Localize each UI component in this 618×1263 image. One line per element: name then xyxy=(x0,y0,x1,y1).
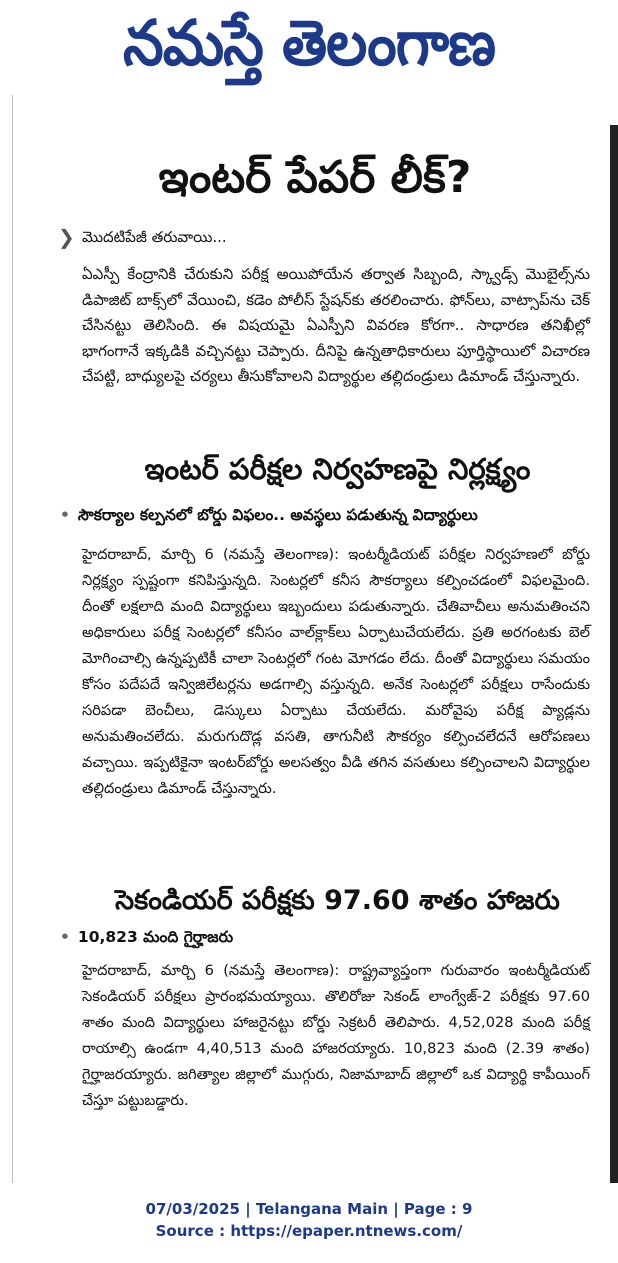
masthead xyxy=(0,0,618,95)
subhead-board-failure xyxy=(60,506,610,528)
headline-attendance: సెకండియర్ పరీక్షకు 97.60 శాతం హాజరు xyxy=(115,885,560,916)
chevron-right-icon: ❯ xyxy=(58,225,75,249)
source-footer xyxy=(0,1198,618,1242)
footer-date-line: 07/03/2025 | Telangana Main | Page : 9 xyxy=(145,1200,473,1218)
kicker-text: మొదటిపేజీ తరువాయి... xyxy=(82,228,227,246)
article1-body: ఏఎస్పీ కేంద్రానికి చేరుకుని పరీక్ష అయిపోయేన తర్వాత సిబ్బంది, స్క్వాడ్స్ మొబైల్స్‌ను డిపాజిట్ బాక్స్‌లో వేయించి, కడెం పోలీస్ స్టేషన్‌కు తరలించారు. ఫోన్‌లు, వాట్సాప్‌ను చెక్ చేసినట్టు తెలిసింది. ఈ విషయమై ఏఎస్పీని వివరణ కోరగా.. సాధారణ తనిఖీల్లో భాగంగానే ఇక్కడికి వచ్చినట్టు చెప్పారు. దీనిపై ఉన్నతాధికారులు పూర్తిస్థాయిలో విచారణ చేపట్టి, బాధ్యులపై చర్యలు తీసుకోవాలని విద్యార్థుల తల్లిదండ్రులు డిమాండ్ చేస్తున్నారు. xyxy=(82,265,590,385)
headline-inter-negligence: ఇంటర్ పరీక్షల నిర్వహణపై నిర్లక్ష్యం xyxy=(144,452,531,486)
footer-source-line: Source : https://epaper.ntnews.com/ xyxy=(155,1222,463,1240)
newspaper-logo: నమస్తే తెలంగాణ xyxy=(123,6,495,80)
subhead-text: సౌకర్యాల కల్పనలో బోర్డు విఫలం.. అవస్థలు పడుతున్న విద్యార్థులు xyxy=(77,506,478,524)
page-edge-strip xyxy=(610,125,618,1183)
subhead-absentees xyxy=(60,928,610,950)
bullet-icon: • xyxy=(60,506,70,524)
continued-kicker xyxy=(58,225,227,250)
bullet-icon: • xyxy=(60,928,70,946)
article3-body: హైదరాబాద్, మార్చి 6 (నమస్తే తెలంగాణ): రాష్ట్రవ్యాప్తంగా గురువారం ఇంటర్మీడియట్ సెకండియర్ పరీక్షలు ప్రారంభమయ్యాయి. తొలిరోజు సెకండ్ లాంగ్వేజ్-2 పరీక్షకు 97.60 శాతం మంది విద్యార్థులు హాజరైనట్టు బోర్డు సెక్రటరీ తెలిపారు. 4,52,028 మంది పరీక్ష రాయాల్సి ఉండగా 4,40,513 మంది హాజరయ్యారు. 10,823 మంది (2.39 శాతం) గైర్హాజరయ్యారు. జగిత్యాల జిల్లాలో ముగ్గురు, నిజామాబాద్ జిల్లాలో ఒక విద్యార్థి కాపీయింగ్ చేస్తూ పట్టుబడ్డారు. xyxy=(82,962,590,1109)
headline-paper-leak: ఇంటర్ పేపర్ లీక్? xyxy=(158,152,472,203)
article2-body: హైదరాబాద్, మార్చి 6 (నమస్తే తెలంగాణ): ఇంటర్మీడియట్ పరీక్షల నిర్వహణలో బోర్డు నిర్లక్ష్యం స్పష్టంగా కనిపిస్తున్నది. సెంటర్లలో కనీస సౌకర్యాలు కల్పించడంలో విఫలమైంది. దీంతో లక్షలాది మంది విద్యార్థులు ఇబ్బందులు పడుతున్నారు. చేతివాచీలు అనుమతించని అధికారులు పరీక్ష సెంటర్లలో కనీసం వాల్‌క్లాక్‌లు ఏర్పాటుచేయలేదు. ప్రతి అరగంటకు బెల్ మోగించాల్సి ఉన్నప్పటికీ చాలా సెంటర్లలో గంట మోగడం లేదు. దీంతో విద్యార్థులు సమయం కోసం పదేపదే ఇన్విజిలేటర్లను అడగాల్సి వస్తున్నది. అనేక సెంటర్లలో పరీక్షలు రాసేందుకు సరిపడా బెంచీలు, డెస్కులు ఏర్పాటు చేయలేదు. మరోవైపు పరీక్ష ప్యాడ్లను అనుమతించలేదు. మరుగుదొడ్ల వసతి, తాగునీటి సౌకర్యం కల్పించలేదనే ఆరోపణలు వచ్చాయి. ఇప్పటికైనా ఇంటర్‌బోర్డు అలసత్వం వీడి తగిన వసతులు కల్పించాలని విద్యార్థుల తల్లిదండ్రులు డిమాండ్ చేస్తున్నారు. xyxy=(82,546,590,797)
adjacent-column-edge xyxy=(0,95,13,1183)
subhead-text: 10,823 మంది గైర్హాజరు xyxy=(77,928,234,946)
